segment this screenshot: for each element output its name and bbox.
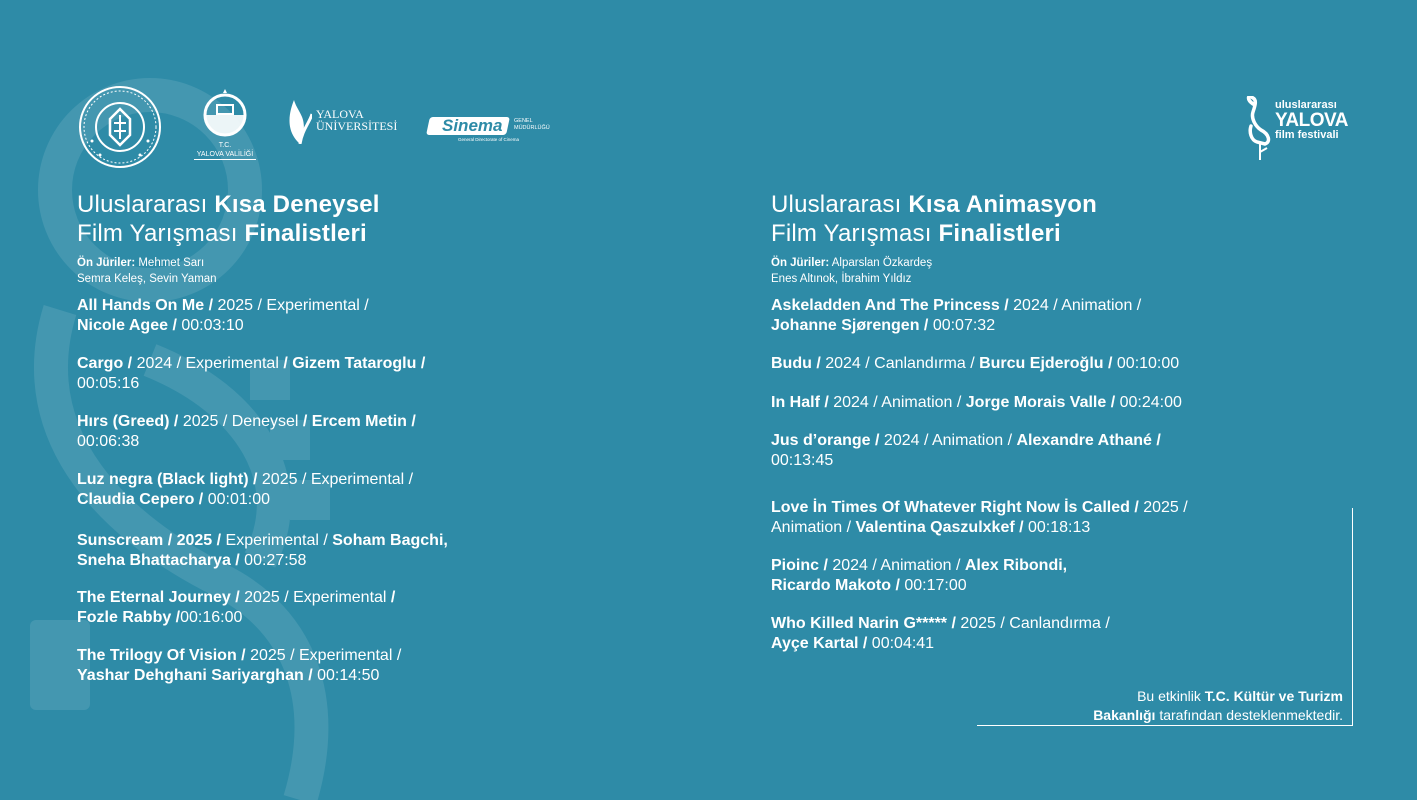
entry-light-text: 00:24:00 xyxy=(1119,394,1182,411)
animation-title-line2-light: Film Yarışması xyxy=(771,220,939,247)
support-line1-light: Bu etkinlik xyxy=(1137,688,1205,704)
entry-bold-text: Johanne Sjørengen / xyxy=(771,316,933,334)
entry-light-text: 00:14:50 xyxy=(317,666,380,684)
entry-light-text: 00:03:10 xyxy=(181,316,244,334)
festival-line2: YALOVA xyxy=(1275,110,1349,131)
film-entry xyxy=(771,296,1141,335)
entry-bold-text: Soham Bagchi, xyxy=(332,532,448,549)
entry-light-text: 00:01:00 xyxy=(207,490,270,508)
entry-bold-text: Askeladden And The Princess / xyxy=(771,297,1014,314)
entry-bold-text: Yashar Dehghani Sariyarghan / xyxy=(77,666,318,684)
animation-finalists-section xyxy=(771,190,1291,652)
entry-light-text: 2025 / Experimental / xyxy=(250,647,402,664)
entry-bold-text: In Half / xyxy=(771,394,834,411)
film-entry xyxy=(771,354,1179,374)
film-entry xyxy=(771,614,1110,653)
entry-bold-text: Budu / xyxy=(771,355,826,372)
animation-jury-label: Ön Jüriler: xyxy=(771,257,830,269)
experimental-title-line2-light: Film Yarışması xyxy=(77,220,245,247)
entry-bold-text: Jorge Morais Valle / xyxy=(965,394,1120,411)
entry-bold-text: Ayçe Kartal / xyxy=(771,634,872,652)
festival-line1: uluslararası xyxy=(1275,99,1337,111)
entry-bold-text: All Hands On Me / xyxy=(77,297,218,314)
entry-bold-text: / Gizem Tataroglu / xyxy=(283,355,426,372)
entry-bold-text: Jus d’orange / xyxy=(771,432,884,449)
experimental-jury xyxy=(77,256,547,287)
support-note xyxy=(983,687,1343,725)
entry-bold-text: Love İn Times Of Whatever Right Now İs Called / xyxy=(771,499,1144,516)
entry-bold-text: Nicole Agee / xyxy=(77,316,182,334)
animation-jury xyxy=(771,256,1291,287)
entry-light-text: Experimental / xyxy=(225,532,333,549)
animation-jury-line1: Alparslan Özkardeş xyxy=(829,257,933,269)
entry-bold-text: Cargo / xyxy=(77,355,137,372)
entry-light-text: 2025 / Experimental / xyxy=(217,297,369,314)
entry-bold-text: Fozle Rabby / xyxy=(77,608,181,626)
university-line2: ÜNİVERSİTESİ xyxy=(316,119,398,133)
film-entry xyxy=(77,412,416,451)
support-line2-light: tarafından desteklenmektedir. xyxy=(1155,707,1343,723)
sinema-sub: General Directorate of Cinema xyxy=(458,137,520,142)
support-line2-bold: Bakanlığı xyxy=(1093,707,1156,723)
entry-bold-text: Hırs (Greed) / xyxy=(77,413,183,430)
entry-bold-text: Sneha Bhattacharya / xyxy=(77,551,245,569)
animation-title-line1-light: Uluslararası xyxy=(771,191,909,218)
film-entry xyxy=(77,646,401,685)
entry-bold-text: Burcu Ejderoğlu / xyxy=(979,355,1117,372)
experimental-title-line2-bold: Finalistleri xyxy=(244,220,367,247)
experimental-title-line1-light: Uluslararası xyxy=(77,191,215,218)
entry-bold-text: Claudia Cepero / xyxy=(77,490,208,508)
film-entry xyxy=(77,296,369,335)
entry-bold-text: Alex Ribondi, xyxy=(964,557,1068,574)
yalova-valiligi-logo xyxy=(194,87,256,157)
sinema-word: Sinema xyxy=(442,116,503,135)
entry-bold-text: / xyxy=(390,589,396,606)
entry-bold-text: / Ercem Metin / xyxy=(302,413,416,430)
experimental-finalists-section xyxy=(77,190,547,684)
entry-light-text: 00:17:00 xyxy=(904,576,967,594)
valilik-line2: YALOVA VALİLİĞİ xyxy=(194,150,256,160)
entry-bold-text: Alexandre Athané / xyxy=(1016,432,1161,449)
entry-light-text: 00:07:32 xyxy=(932,316,996,334)
festival-line3: film festivali xyxy=(1275,129,1339,141)
ministry-seal-logo xyxy=(78,85,162,169)
yalova-universitesi-logo xyxy=(288,100,408,144)
entry-light-text: 00:06:38 xyxy=(77,432,140,450)
film-entry xyxy=(77,588,395,627)
film-entry xyxy=(771,556,1067,595)
entry-light-text: 2024 / Animation / xyxy=(832,557,965,574)
entry-light-text: 2024 / Animation / xyxy=(1013,297,1142,314)
entry-bold-text: Valentina Qaszulxkef / xyxy=(855,518,1028,536)
entry-light-text: 2025 / Deneysel xyxy=(182,413,303,430)
sinema-side1: GENEL xyxy=(514,118,533,124)
entry-light-text: 00:18:13 xyxy=(1028,518,1091,536)
entry-light-text: 2025 / Canlandırma / xyxy=(960,615,1110,632)
entry-light-text: 2025 / xyxy=(1143,499,1188,516)
entry-bold-text: Who Killed Narin G***** / xyxy=(771,615,961,632)
entry-light-text: 00:13:45 xyxy=(771,451,834,469)
entry-light-text: 2024 / Animation / xyxy=(883,432,1017,449)
entry-bold-text: The Trilogy Of Vision / xyxy=(77,647,251,664)
experimental-jury-line2: Semra Keleş, Sevin Yaman xyxy=(77,272,217,285)
sinema-side2: MÜDÜRLÜĞÜ xyxy=(514,125,550,131)
yalova-film-festivali-logo xyxy=(1245,96,1355,162)
leaf-icon xyxy=(288,100,312,144)
animation-title xyxy=(771,190,1291,248)
entry-bold-text: Sunscream / 2025 / xyxy=(77,532,226,549)
entry-light-text: 00:16:00 xyxy=(180,608,243,626)
animation-title-line2-bold: Finalistleri xyxy=(938,220,1061,247)
entry-bold-text: The Eternal Journey / xyxy=(77,589,245,606)
film-entry xyxy=(771,393,1182,413)
experimental-jury-line1: Mehmet Sarı xyxy=(135,257,205,269)
entry-bold-text: Ricardo Makoto / xyxy=(771,576,905,594)
flamingo-icon xyxy=(1245,96,1277,162)
support-frame-vertical xyxy=(1352,508,1353,726)
entry-bold-text: Pioinc / xyxy=(771,557,833,574)
experimental-title xyxy=(77,190,547,248)
entry-light-text: 2024 / Canlandırma / xyxy=(825,355,980,372)
sinema-genel-mudurlugu-logo xyxy=(428,113,553,147)
entry-light-text: 00:10:00 xyxy=(1116,355,1180,372)
film-entry xyxy=(77,354,425,393)
experimental-jury-label: Ön Jüriler: xyxy=(77,257,136,269)
entry-bold-text: Luz negra (Black light) / xyxy=(77,471,262,488)
entry-light-text: 00:27:58 xyxy=(244,551,307,569)
animation-jury-line2: Enes Altınok, İbrahim Yıldız xyxy=(771,272,912,285)
entry-light-text: 2024 / Animation / xyxy=(833,394,966,411)
experimental-title-line1-bold: Kısa Deneysel xyxy=(214,191,380,218)
animation-title-line1-bold: Kısa Animasyon xyxy=(908,191,1097,218)
entry-light-text: 2025 / Experimental / xyxy=(261,471,414,488)
film-entry xyxy=(77,470,413,509)
university-line1: YALOVA xyxy=(316,107,364,121)
entry-light-text: 00:05:16 xyxy=(77,374,140,392)
film-entry xyxy=(77,531,448,570)
support-frame-horizontal xyxy=(977,725,1353,726)
support-line1-bold: T.C. Kültür ve Turizm xyxy=(1204,688,1343,704)
entry-light-text: 00:04:41 xyxy=(871,634,935,652)
film-entry xyxy=(771,431,1161,470)
entry-light-text: Animation / xyxy=(771,518,856,536)
entry-light-text: 2024 / Experimental xyxy=(136,355,284,372)
entry-light-text: 2025 / Experimental xyxy=(244,589,391,606)
valilik-line1: T.C. xyxy=(218,142,232,149)
valilik-emblem-icon xyxy=(194,87,256,137)
film-entry xyxy=(771,498,1188,537)
